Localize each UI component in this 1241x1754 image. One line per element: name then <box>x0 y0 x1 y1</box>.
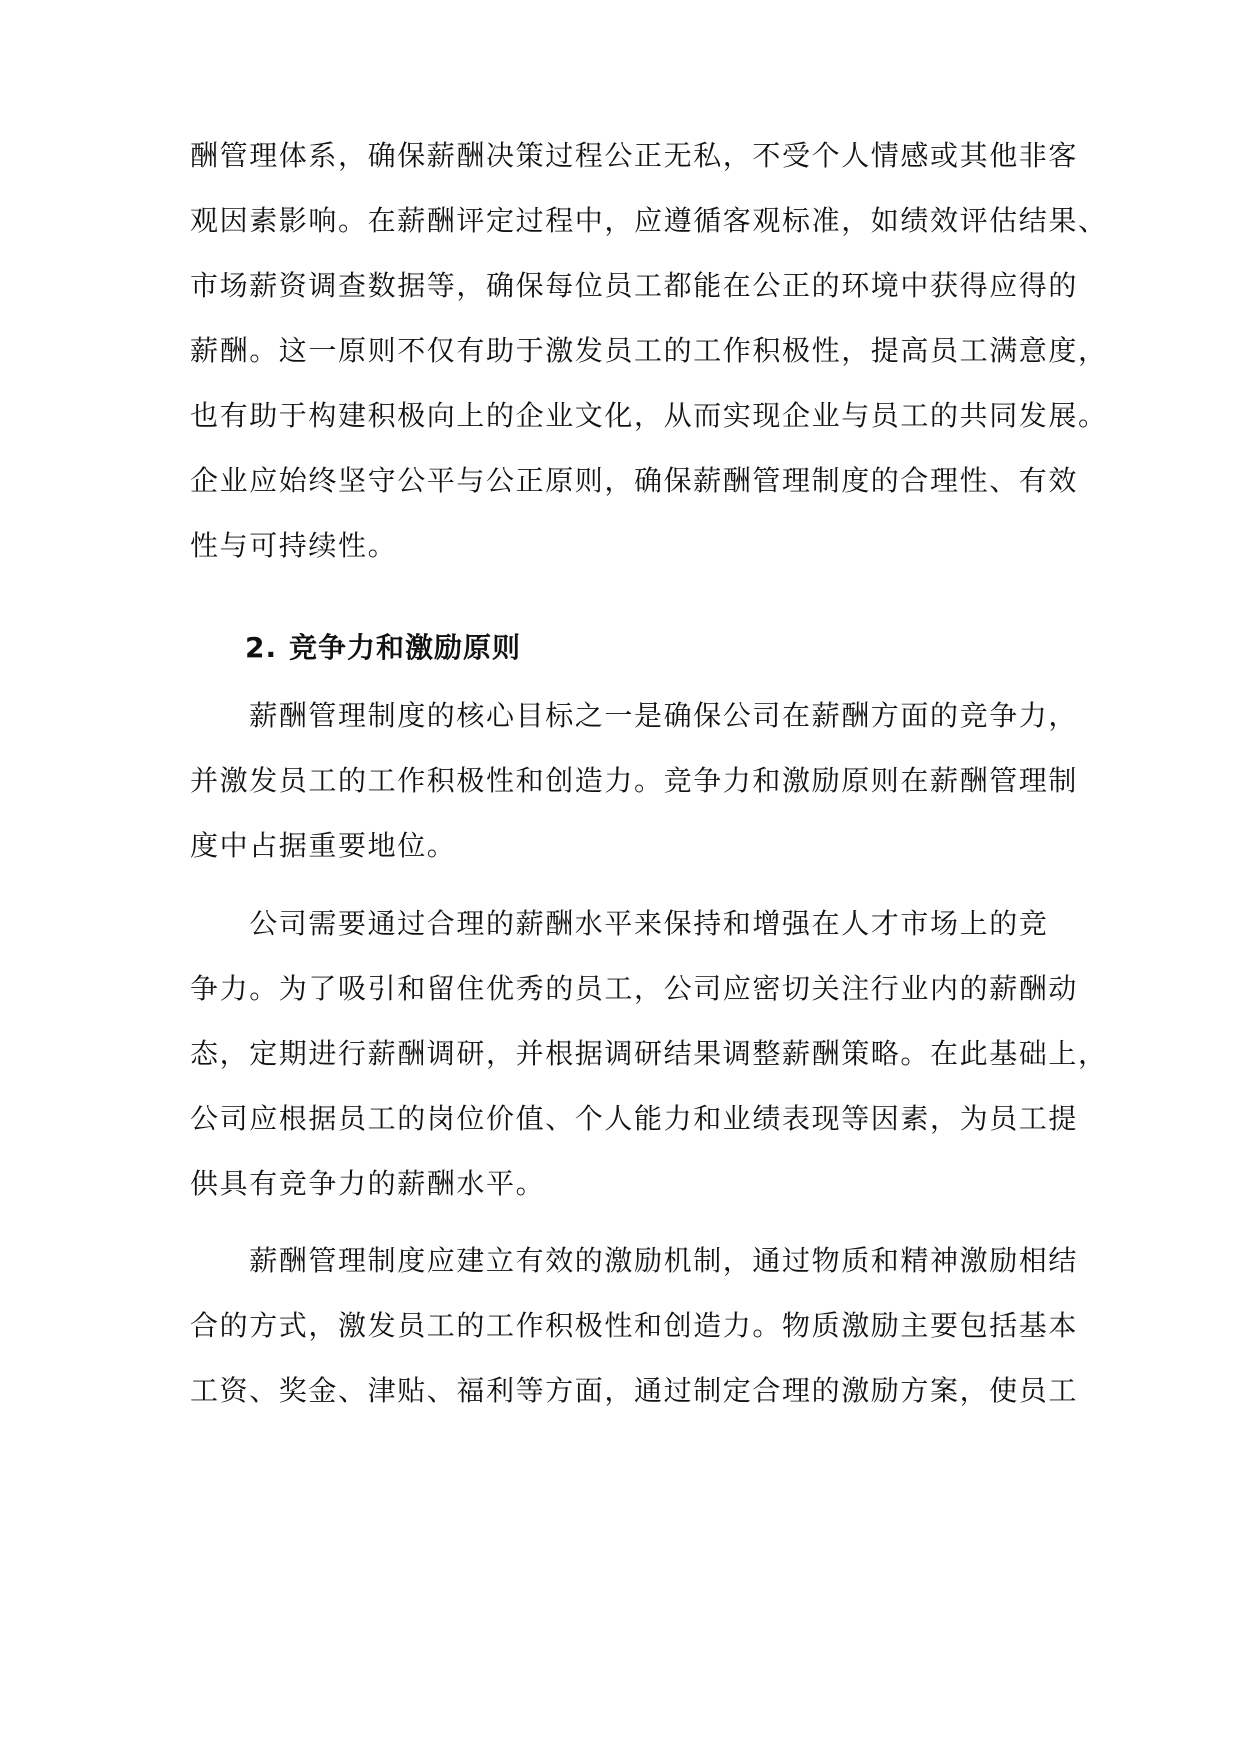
section-heading <box>245 628 521 668</box>
paragraph-1-line-3: 市场薪资调查数据等，确保每位员工都能在公正的环境中获得应得的 <box>190 269 1079 302</box>
paragraph-4-line-3: 工资、奖金、津贴、福利等方面，通过制定合理的激励方案，使员工 <box>190 1374 1079 1407</box>
section-title: 竞争力和激励原则 <box>289 631 522 664</box>
paragraph-2-line-1: 薪酬管理制度的核心目标之一是确保公司在薪酬方面的竞争力， <box>190 699 1079 732</box>
paragraph-1-line-5: 也有助于构建积极向上的企业文化，从而实现企业与员工的共同发展。 <box>190 399 1108 432</box>
paragraph-3-line-3: 态，定期进行薪酬调研，并根据调研结果调整薪酬策略。在此基础上， <box>190 1037 1108 1070</box>
paragraph-1-line-1: 酬管理体系，确保薪酬决策过程公正无私，不受个人情感或其他非客 <box>190 139 1079 172</box>
paragraph-2-line-3: 度中占据重要地位。 <box>190 829 457 862</box>
paragraph-1-line-6: 企业应始终坚守公平与公正原则，确保薪酬管理制度的合理性、有效 <box>190 464 1079 497</box>
paragraph-3-line-5: 供具有竞争力的薪酬水平。 <box>190 1167 546 1200</box>
paragraph-4-line-2: 合的方式，激发员工的工作积极性和创造力。物质激励主要包括基本 <box>190 1309 1079 1342</box>
paragraph-2-line-2: 并激发员工的工作积极性和创造力。竞争力和激励原则在薪酬管理制 <box>190 764 1079 797</box>
paragraph-1-line-4: 薪酬。这一原则不仅有助于激发员工的工作积极性，提高员工满意度， <box>190 334 1108 367</box>
paragraph-4-line-1: 薪酬管理制度应建立有效的激励机制，通过物质和精神激励相结 <box>190 1244 1079 1277</box>
paragraph-1-line-2: 观因素影响。在薪酬评定过程中，应遵循客观标准，如绩效评估结果、 <box>190 204 1108 237</box>
paragraph-3-line-2: 争力。为了吸引和留住优秀的员工，公司应密切关注行业内的薪酬动 <box>190 972 1079 1005</box>
paragraph-3-line-1: 公司需要通过合理的薪酬水平来保持和增强在人才市场上的竞 <box>190 907 1049 940</box>
paragraph-1-line-7: 性与可持续性。 <box>190 529 398 562</box>
paragraph-3-line-4: 公司应根据员工的岗位价值、个人能力和业绩表现等因素，为员工提 <box>190 1102 1079 1135</box>
section-number: 2. <box>245 631 278 664</box>
